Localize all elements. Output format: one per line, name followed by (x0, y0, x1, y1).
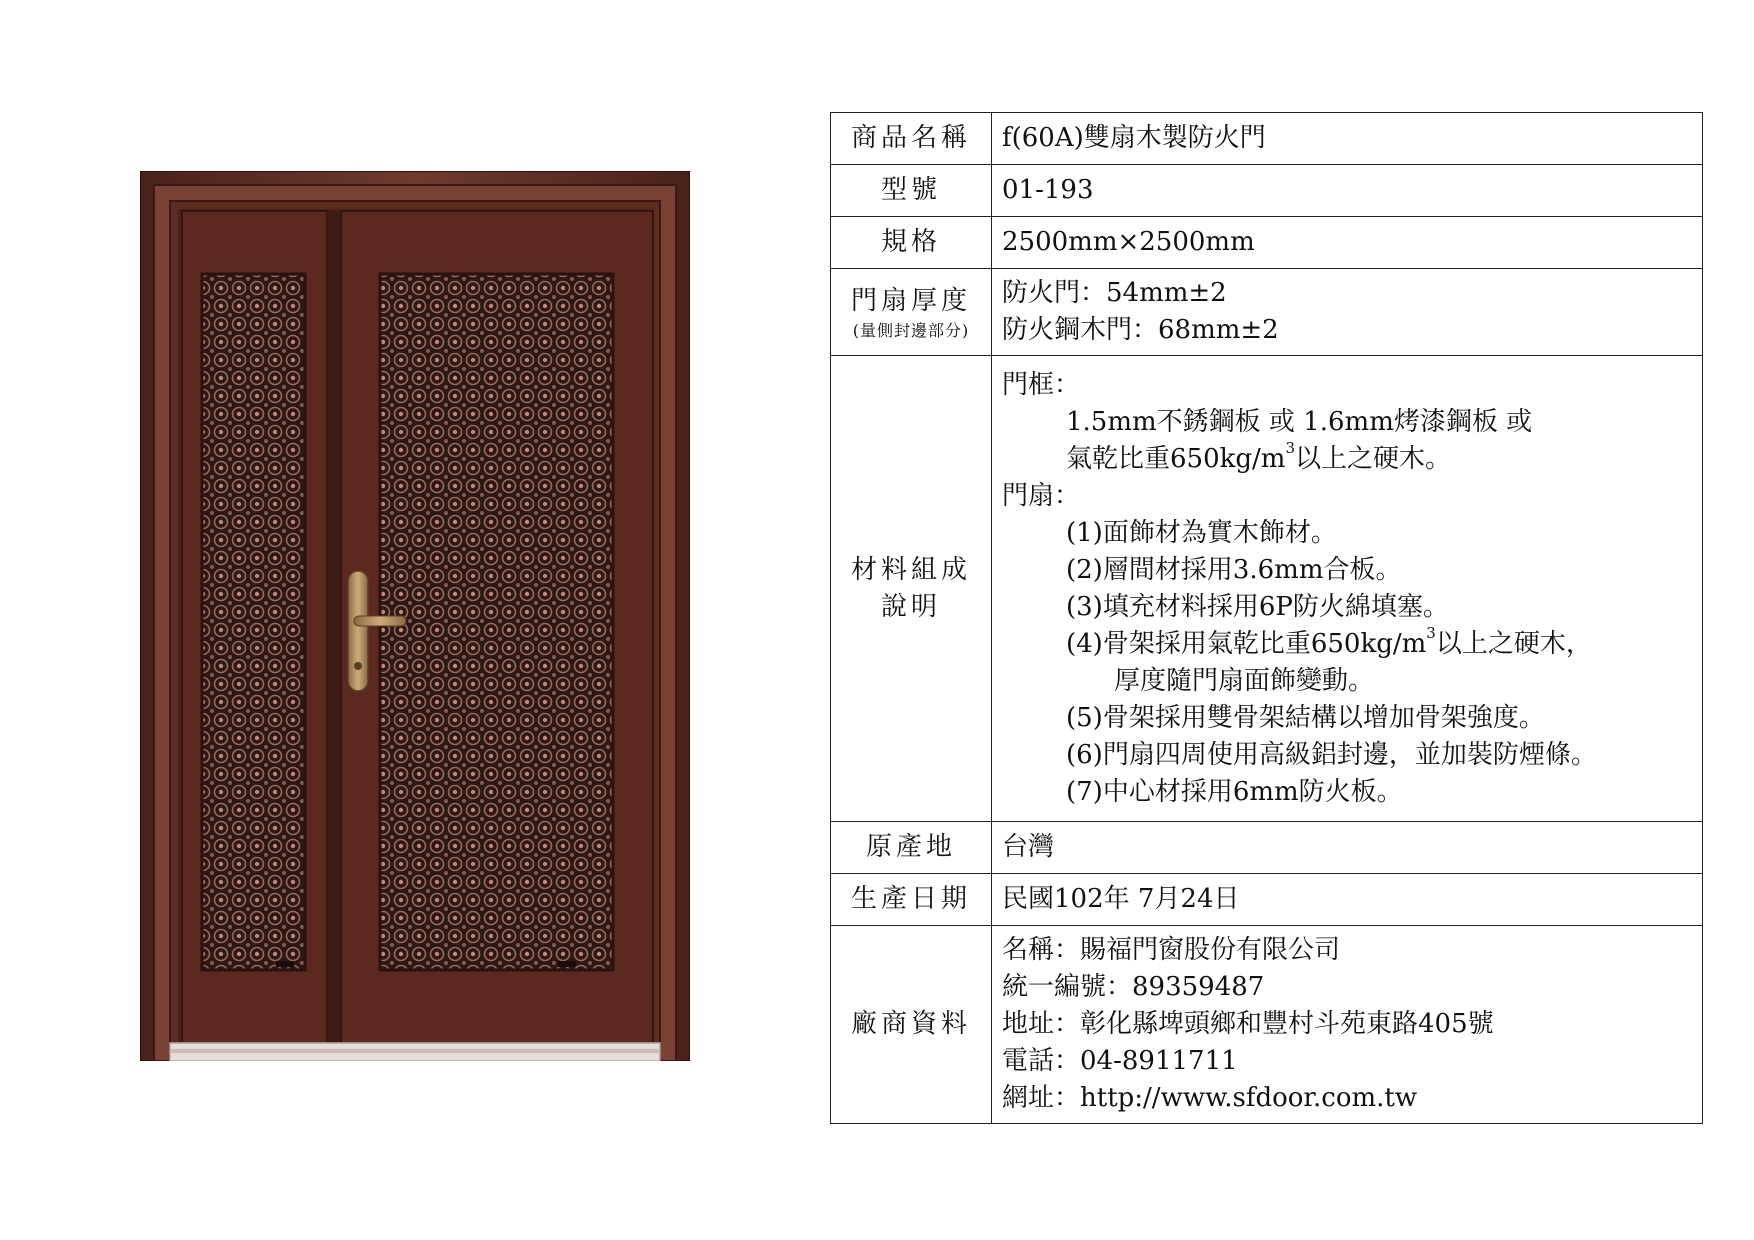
manufacturer-address: 地址：彰化縣埤頭鄉和豐村斗苑東路405號 (1002, 1009, 1494, 1039)
label-product-name: 商品名稱 (831, 113, 992, 165)
leaf-heading: 門扇： (1002, 480, 1081, 511)
row-thickness (831, 269, 1703, 356)
row-material (831, 356, 1703, 822)
value-product-name: f(60A)雙扇木製防火門 (992, 113, 1703, 165)
row-origin (831, 822, 1703, 874)
label-manufacturer: 廠商資料 (831, 926, 992, 1124)
row-production-date (831, 874, 1703, 926)
material-item: (1)面飾材為實木飾材。 (1066, 517, 1337, 548)
value-material (992, 356, 1703, 822)
frame-heading: 門框： (1002, 369, 1081, 400)
value-origin: 台灣 (992, 822, 1703, 874)
material-item: (6)門扇四周使用高級鋁封邊，並加裝防煙條。 (1066, 739, 1597, 770)
label-material-line2: 說明 (880, 591, 941, 622)
thickness-line: 防火鋼木門：68mm±2 (1002, 315, 1279, 345)
manufacturer-name: 名稱：賜福門窗股份有限公司 (1002, 935, 1341, 965)
thickness-line: 防火門：54mm±2 (1002, 278, 1227, 308)
label-spec: 規格 (831, 217, 992, 269)
spec-table (830, 112, 1703, 1124)
material-item: (7)中心材採用6mm防火板。 (1066, 776, 1403, 807)
manufacturer-tax-id: 統一編號：89359487 (1002, 972, 1265, 1002)
label-production-date: 生產日期 (831, 874, 992, 926)
double-leaf-door-illustration (140, 171, 690, 1061)
material-item: (4)骨架採用氣乾比重$650kg/m^3$以上之硬木， (1066, 623, 1592, 659)
glass-panel-left (202, 274, 305, 970)
value-manufacturer (992, 926, 1703, 1124)
label-material-cell (831, 356, 992, 822)
value-spec: 2500mm×2500mm (992, 217, 1703, 269)
material-item: (3)填充材料採用6P防火綿填塞。 (1066, 591, 1449, 622)
material-item-continued: 厚度隨門扇面飾變動。 (1114, 665, 1375, 696)
label-model: 型號 (831, 165, 992, 217)
material-item: (5)骨架採用雙骨架結構以增加骨架強度。 (1066, 702, 1545, 733)
label-thickness-note: (量側封邊部分) (852, 320, 970, 340)
label-material-line1: 材料組成 (850, 554, 971, 585)
value-thickness (992, 269, 1703, 356)
row-manufacturer (831, 926, 1703, 1124)
door-astragal (327, 211, 341, 1051)
door-image (140, 171, 690, 1061)
frame-line: 氣乾比重$650kg/m^3$以上之硬木。 (1066, 438, 1452, 474)
manufacturer-phone: 電話：04-8911711 (1002, 1046, 1238, 1076)
row-product-name (831, 113, 1703, 165)
value-production-date: 民國102年 7月24日 (992, 874, 1703, 926)
material-item: (2)層間材採用3.6mm合板。 (1066, 554, 1402, 585)
frame-line: 1.5mm不銹鋼板 或 1.6mm烤漆鋼板 或 (1066, 406, 1533, 437)
label-thickness: 門扇厚度 (850, 285, 971, 316)
label-thickness-cell (831, 269, 992, 356)
row-spec (831, 217, 1703, 269)
row-model (831, 165, 1703, 217)
label-origin: 原產地 (831, 822, 992, 874)
glass-panel-right (380, 274, 613, 970)
value-model: 01-193 (992, 165, 1703, 217)
manufacturer-website: 網址：http://www.sfdoor.com.tw (1002, 1083, 1418, 1113)
